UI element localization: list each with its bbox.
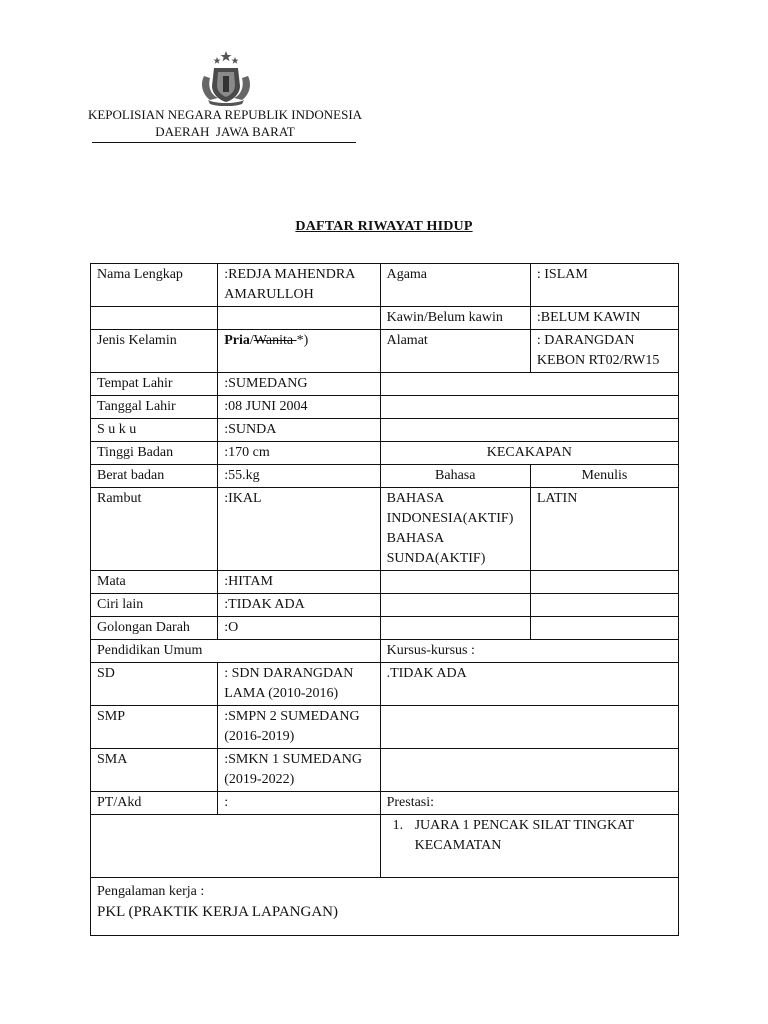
sd-label: SD [91, 663, 218, 706]
empty-cell [530, 594, 678, 617]
empty-cell [530, 617, 678, 640]
prestasi-item-text: JUARA 1 PENCAK SILAT TINGKAT KECAMATAN [414, 818, 634, 853]
table-row [91, 706, 679, 749]
prestasi-heading: Prestasi: [380, 792, 678, 815]
suku-value: :SUNDA [218, 419, 380, 442]
tanggal-lahir-label: Tanggal Lahir [91, 396, 218, 419]
empty-cell [380, 749, 678, 792]
mata-label: Mata [91, 571, 218, 594]
menulis-value: LATIN [530, 488, 678, 571]
list-item [387, 816, 672, 856]
prestasi-list [380, 815, 678, 878]
smp-label: SMP [91, 706, 218, 749]
table-row [91, 330, 679, 373]
rambut-label: Rambut [91, 488, 218, 571]
tinggi-badan-label: Tinggi Badan [91, 442, 218, 465]
pengalaman-cell [91, 878, 679, 936]
letterhead-divider [92, 142, 356, 143]
jenis-kelamin-pria: Pria [224, 333, 250, 348]
mata-value: :HITAM [218, 571, 380, 594]
berat-badan-label: Berat badan [91, 465, 218, 488]
menulis-header: Menulis [530, 465, 678, 488]
rambut-value: :IKAL [218, 488, 380, 571]
alamat-value: : DARANGDAN KEBON RT02/RW15 [530, 330, 678, 373]
police-emblem-icon [196, 50, 256, 106]
table-row [91, 640, 679, 663]
tinggi-badan-value: :170 cm [218, 442, 380, 465]
pengalaman-heading: Pengalaman kerja : [97, 884, 205, 899]
letterhead [80, 106, 370, 140]
kawin-value: :BELUM KAWIN [530, 307, 678, 330]
empty-cell [218, 307, 380, 330]
document-title: DAFTAR RIWAYAT HIDUP [295, 219, 473, 234]
table-row [91, 792, 679, 815]
sd-value: : SDN DARANGDAN LAMA (2010-2016) [218, 663, 380, 706]
letterhead-line-2: DAERAH JAWA BARAT [155, 124, 295, 139]
empty-cell [380, 373, 678, 396]
empty-cell [380, 594, 530, 617]
empty-cell [380, 396, 678, 419]
empty-cell [380, 706, 678, 749]
jenis-kelamin-note: *) [296, 333, 309, 348]
nama-value: :REDJA MAHENDRA AMARULLOH [218, 264, 380, 307]
suku-label: S u k u [91, 419, 218, 442]
sma-value: :SMKN 1 SUMEDANG (2019-2022) [218, 749, 380, 792]
table-row [91, 264, 679, 307]
table-row [91, 307, 679, 330]
jenis-kelamin-label: Jenis Kelamin [91, 330, 218, 373]
letterhead-line-1: KEPOLISIAN NEGARA REPUBLIK INDONESIA [87, 107, 363, 122]
tempat-lahir-value: :SUMEDANG [218, 373, 380, 396]
empty-cell [380, 571, 530, 594]
table-row [91, 663, 679, 706]
table-row [91, 373, 679, 396]
kawin-label: Kawin/Belum kawin [380, 307, 530, 330]
empty-cell [380, 617, 530, 640]
kursus-heading: Kursus-kursus : [380, 640, 678, 663]
nama-label: Nama Lengkap [91, 264, 218, 307]
jenis-kelamin-value [218, 330, 380, 373]
table-row [91, 396, 679, 419]
sma-label: SMA [91, 749, 218, 792]
table-row [91, 815, 679, 878]
kursus-value: .TIDAK ADA [380, 663, 678, 706]
table-row [91, 419, 679, 442]
golongan-darah-value: :O [218, 617, 380, 640]
pt-value: : [218, 792, 380, 815]
table-row [91, 878, 679, 936]
pt-label: PT/Akd [91, 792, 218, 815]
empty-cell [91, 815, 381, 878]
kecakapan-heading: KECAKAPAN [380, 442, 678, 465]
cv-table [90, 263, 679, 936]
tempat-lahir-label: Tempat Lahir [91, 373, 218, 396]
pendidikan-heading: Pendidikan Umum [91, 640, 381, 663]
smp-value: :SMPN 2 SUMEDANG (2016-2019) [218, 706, 380, 749]
empty-cell [530, 571, 678, 594]
tanggal-lahir-value: :08 JUNI 2004 [218, 396, 380, 419]
golongan-darah-label: Golongan Darah [91, 617, 218, 640]
table-row [91, 465, 679, 488]
ciri-lain-value: :TIDAK ADA [218, 594, 380, 617]
ciri-lain-label: Ciri lain [91, 594, 218, 617]
pengalaman-value: PKL (PRAKTIK KERJA LAPANGAN) [97, 904, 338, 920]
table-row [91, 571, 679, 594]
table-row [91, 442, 679, 465]
berat-badan-value: :55.kg [218, 465, 380, 488]
table-row [91, 488, 679, 571]
agama-label: Agama [380, 264, 530, 307]
prestasi-item-number: 1. [392, 818, 404, 833]
jenis-kelamin-slash: / [249, 333, 254, 348]
alamat-label: Alamat [380, 330, 530, 373]
table-row [91, 749, 679, 792]
bahasa-value: BAHASA INDONESIA(AKTIF) BAHASA SUNDA(AKTIF) [380, 488, 530, 571]
jenis-kelamin-wanita: Wanita [253, 333, 297, 348]
empty-cell [380, 419, 678, 442]
table-row [91, 594, 679, 617]
bahasa-header: Bahasa [380, 465, 530, 488]
empty-cell [91, 307, 218, 330]
agama-value: : ISLAM [530, 264, 678, 307]
table-row [91, 617, 679, 640]
